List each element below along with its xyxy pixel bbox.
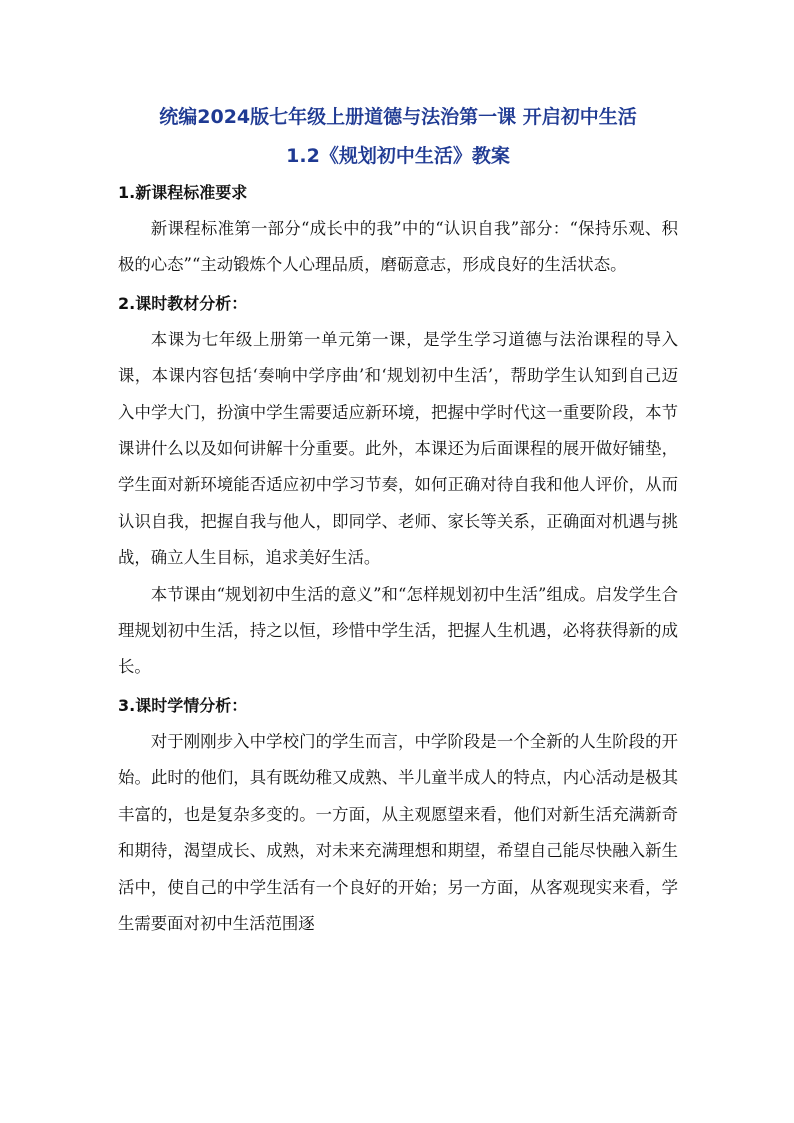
document-title-line2: 1.2《规划初中生活》教案 [286,145,510,167]
section-heading: 3.课时学情分析： [118,695,248,715]
document-body [118,100,678,942]
section-paragraph: 本节课由“规划初中生活的意义”和“怎样规划初中生活”组成。启发学生合理规划初中生活，持之以恒，珍惜中学生活，把握人生机遇，必将获得新的成长。 [118,584,678,677]
section-curriculum-standard [118,175,678,284]
section-paragraph: 对于刚刚步入中学校门的学生而言，中学阶段是一个全新的人生阶段的开始。此时的他们，具有既幼稚又成熟、半儿童半成人的特点，内心活动是极其丰富的，也是复杂多变的。一方面，从主观愿望来看，他们对新生活充满新奇和期待，渴望成长、成熟，对未来充满理想和期望，希望自己能尽快融入新生活中，使自己的中学生活有一个良好的开始；另一方面，从客观现实来看，学生需要面对初中生活范围逐 [118,731,678,933]
section-heading: 1.新课程标准要求 [118,183,248,202]
section-paragraph: 本课为七年级上册第一单元第一课，是学生学习道德与法治课程的导入课，本课内容包括‘奏响中学序曲’和‘规划初中生活’，帮助学生认知到自己迈入中学大门，扮演中学生需要适应新环境，把握中学时代这一重要阶段，本节课讲什么以及如何讲解十分重要。此外，本课还为后面课程的展开做好铺垫，学生面对新环境能否适应初中学习节奏，如何正确对待自我和他人评价，从而认识自我，把握自我与他人，即同学、老师、家长等关系，正确面对机遇与挑战，确立人生目标，追求美好生活。 [118,329,678,568]
section-paragraph: 新课程标准第一部分“成长中的我”中的“认识自我”部分：“保持乐观、积极的心态”“主动锻炼个人心理品质，磨砺意志，形成良好的生活状态。 [118,219,678,275]
section-student-analysis [118,688,678,942]
document-title-line1: 统编2024版七年级上册道德与法治第一课 开启初中生活 [159,106,637,128]
section-textbook-analysis [118,286,678,686]
section-heading: 2.课时教材分析： [118,293,248,313]
